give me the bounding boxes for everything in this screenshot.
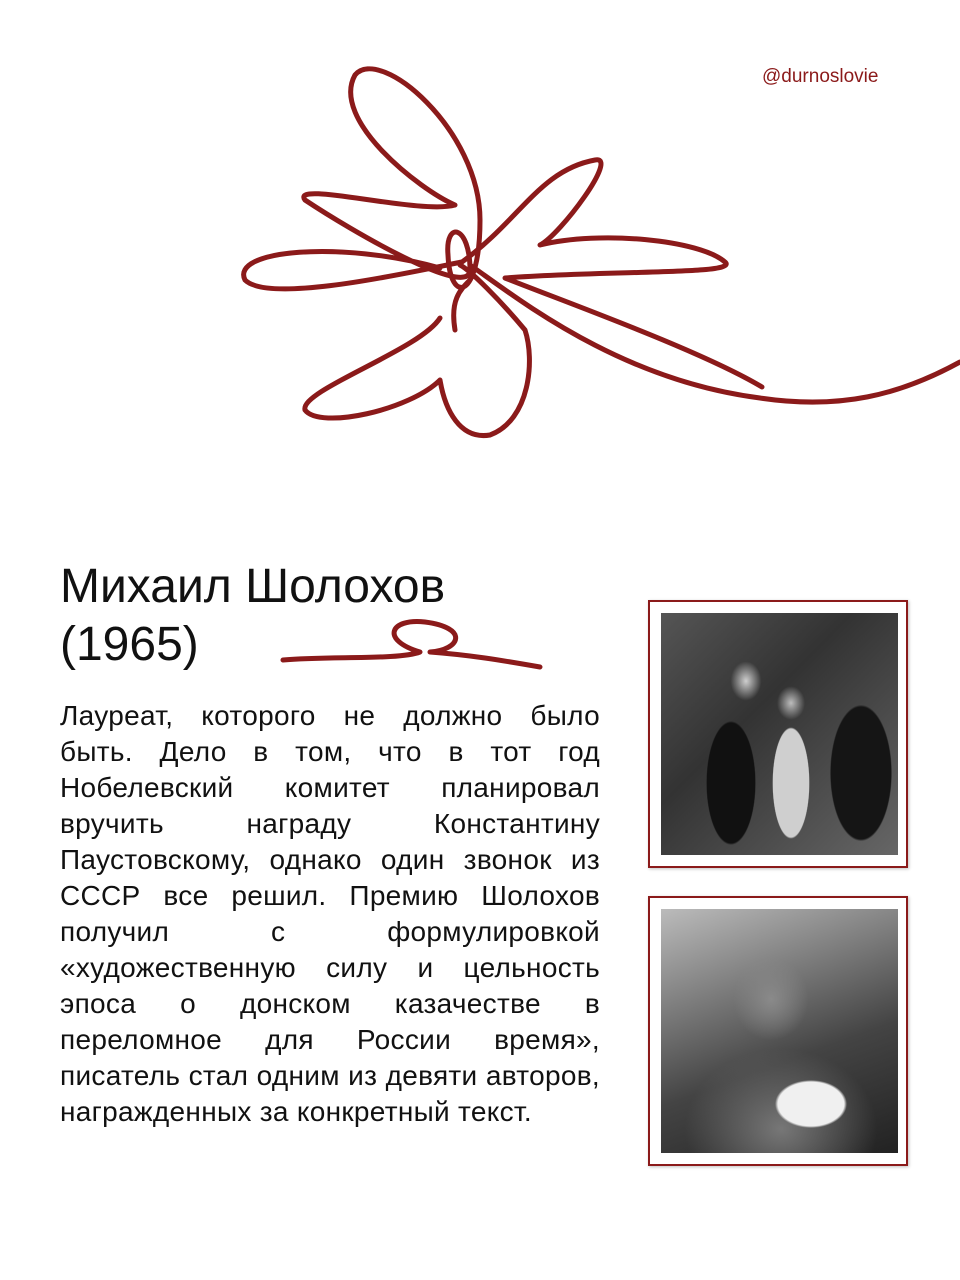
flower-stem xyxy=(470,265,960,402)
photo-frame-portrait xyxy=(648,896,908,1166)
body-paragraph: Лауреат, которого не должно было быть. Дело в том, что в тот год Нобелевский комитет планировал вручить награду Константину Паустовскому, однако один звонок из СССР все решил. Премию Шолохов получил с формулировкой «художественную силу и цельность эпоса о донском казачестве в переломное для России время», писатель стал одним из девяти авторов, награжденных за конкретный текст. xyxy=(60,700,600,1127)
page-title xyxy=(60,558,445,674)
author-handle[interactable]: @durnoslovie xyxy=(762,66,879,87)
nobel-ceremony-photo xyxy=(661,613,898,855)
photo-frame-ceremony xyxy=(648,600,908,868)
title-year: (1965) xyxy=(60,618,199,671)
title-name: Михаил Шолохов xyxy=(60,560,446,613)
sholokhov-portrait-photo xyxy=(661,909,898,1153)
